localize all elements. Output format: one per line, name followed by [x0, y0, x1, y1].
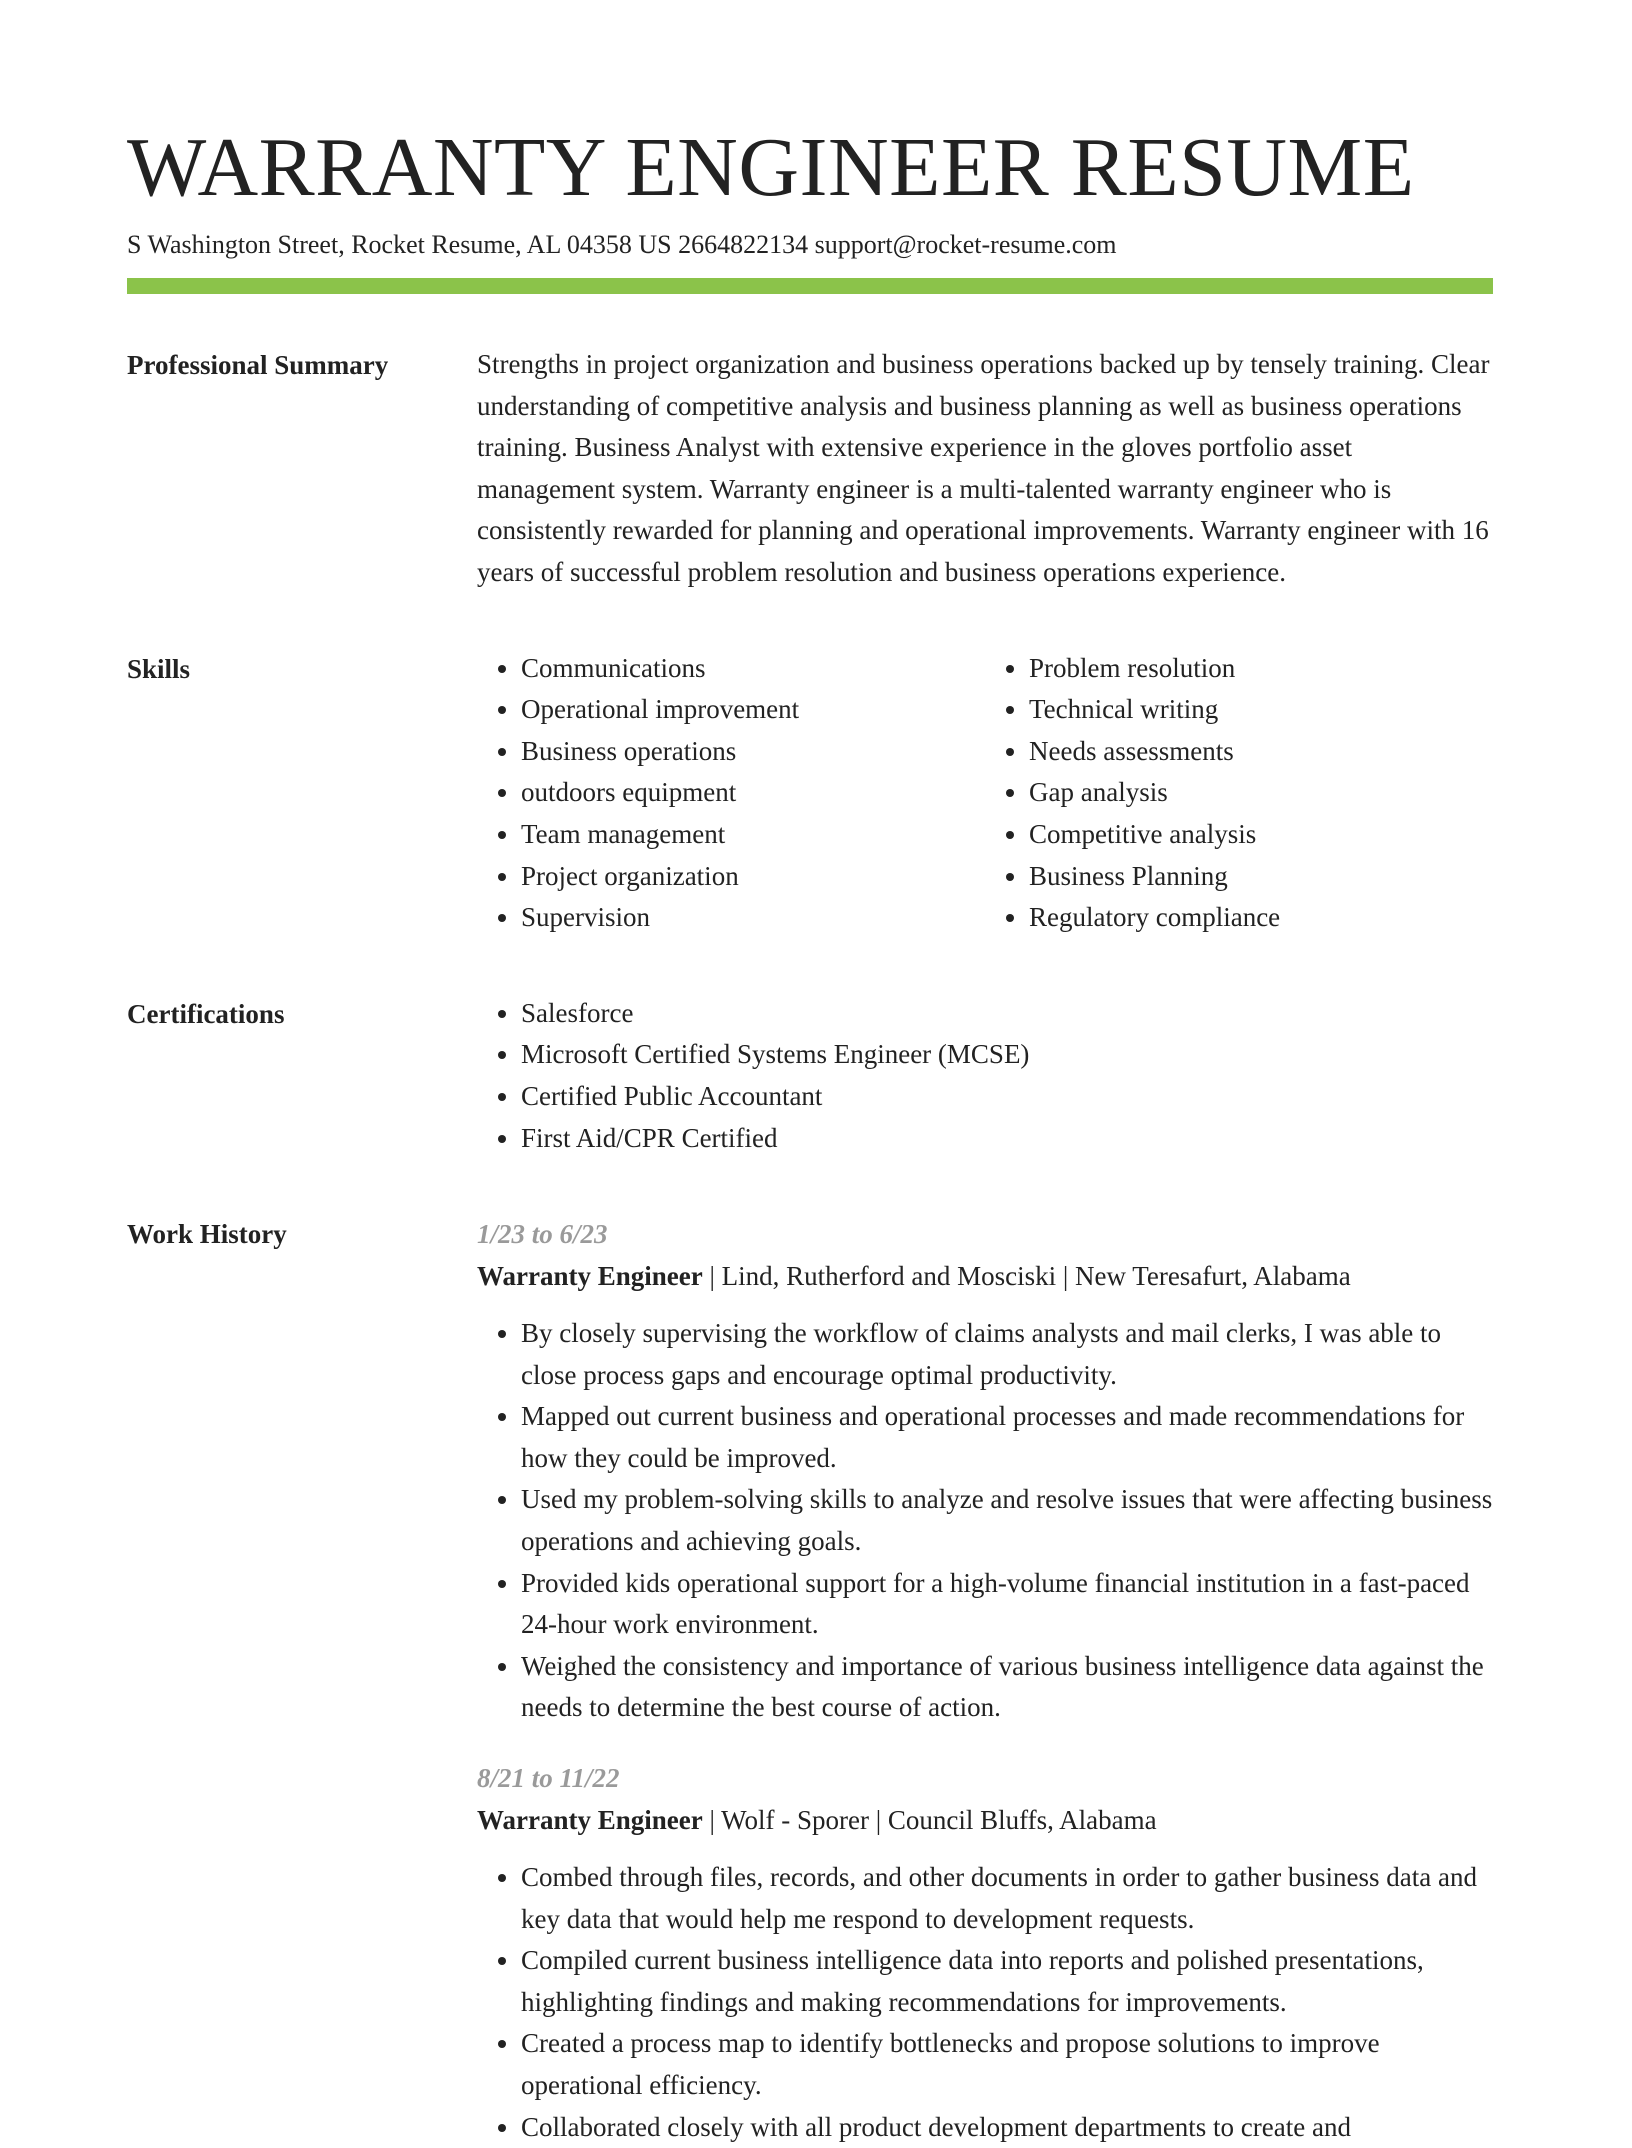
- job-bullet: • Weighed the consistency and importance of various business intelligence data against the needs to determine the best course of action.: [521, 1646, 1493, 1729]
- section-heading: Professional Summary: [127, 350, 389, 380]
- job-title: Warranty Engineer: [477, 1805, 703, 1836]
- job-header: [477, 1799, 1493, 1841]
- section-heading: Certifications: [127, 998, 285, 1029]
- resume-page: [127, 118, 1493, 2148]
- job-dates: 1/23 to 6/23: [477, 1219, 608, 1250]
- job-dates: 8/21 to 11/22: [477, 1763, 620, 1794]
- section-professional-summary: [127, 344, 1493, 594]
- job-bullet: • Combed through files, records, and other documents in order to gather business data and key data that would help me respond to development requests.: [521, 1857, 1493, 1940]
- job-bullet: • Used my problem-solving skills to analyze and resolve issues that were affecting business operations and achieving goals.: [521, 1479, 1493, 1562]
- accent-divider: [127, 278, 1493, 294]
- skill-item: • Operational improvement: [521, 689, 985, 731]
- contact-info: S Washington Street, Rocket Resume, AL 04358 US 2664822134 support@rocket-resume.com: [127, 230, 1117, 259]
- job-details: | Wolf - Sporer | Council Bluffs, Alabama: [702, 1805, 1157, 1836]
- skill-item: • Problem resolution: [1029, 648, 1493, 690]
- skill-item: • Regulatory compliance: [1029, 897, 1493, 939]
- skill-item: • Gap analysis: [1029, 772, 1493, 814]
- job-header: [477, 1255, 1493, 1297]
- job-entry: [477, 1213, 1493, 1729]
- skill-item: • Business operations: [521, 731, 985, 773]
- job-bullet: • Collaborated closely with all product development departments to create and: [521, 2107, 1493, 2148]
- section-heading: Skills: [127, 653, 191, 684]
- resume-title: WARRANTY ENGINEER RESUME: [127, 121, 1415, 214]
- section-certifications: [127, 993, 1493, 1159]
- job-title: Warranty Engineer: [477, 1261, 703, 1292]
- skill-item: • Technical writing: [1029, 689, 1493, 731]
- skill-item: • Communications: [521, 648, 985, 690]
- job-bullet: • By closely supervising the workflow of claims analysts and mail clerks, I was able to close process gaps and encourage optimal productivity.: [521, 1313, 1493, 1396]
- skill-item: • Competitive analysis: [1029, 814, 1493, 856]
- skill-item: • Supervision: [521, 897, 985, 939]
- skill-item: • outdoors equipment: [521, 772, 985, 814]
- skill-item: • Business Planning: [1029, 856, 1493, 898]
- section-work-history: [127, 1213, 1493, 2148]
- summary-text: Strengths in project organization and business operations backed up by tensely training. Clear understanding of competitive analysis and business planning as well as business operations training. Business Analyst with extensive experience in the gloves portfolio asset management system. Warranty engineer is a multi-talented warranty engineer who is consistently rewarded for planning and operational improvements. Warranty engineer with 16 years of successful problem resolution and business operations experience.: [477, 349, 1490, 587]
- skill-item: • Project organization: [521, 856, 985, 898]
- job-bullet: • Provided kids operational support for a high-volume financial institution in a fast-paced 24-hour work environment.: [521, 1563, 1493, 1646]
- job-bullet: • Compiled current business intelligence data into reports and polished presentations, highlighting findings and making recommendations for improvements.: [521, 1940, 1493, 2023]
- skill-item: • Team management: [521, 814, 985, 856]
- job-bullet: • Created a process map to identify bottlenecks and propose solutions to improve operational efficiency.: [521, 2023, 1493, 2106]
- certifications-list: [477, 993, 1493, 1159]
- job-entry: [477, 1757, 1493, 2148]
- certification-item: • Salesforce: [521, 993, 1493, 1035]
- job-bullets: [477, 1857, 1493, 2148]
- certification-item: • Microsoft Certified Systems Engineer (MCSE): [521, 1034, 1493, 1076]
- section-heading: Work History: [127, 1219, 287, 1250]
- skill-item: • Needs assessments: [1029, 731, 1493, 773]
- job-bullet: • Mapped out current business and operational processes and made recommendations for how they could be improved.: [521, 1396, 1493, 1479]
- section-skills: [127, 648, 1493, 939]
- job-details: | Lind, Rutherford and Mosciski | New Teresafurt, Alabama: [702, 1261, 1351, 1292]
- certification-item: • First Aid/CPR Certified: [521, 1118, 1493, 1160]
- certification-item: • Certified Public Accountant: [521, 1076, 1493, 1118]
- skills-list-right: [985, 648, 1493, 939]
- skills-list-left: [477, 648, 985, 939]
- job-bullets: [477, 1313, 1493, 1729]
